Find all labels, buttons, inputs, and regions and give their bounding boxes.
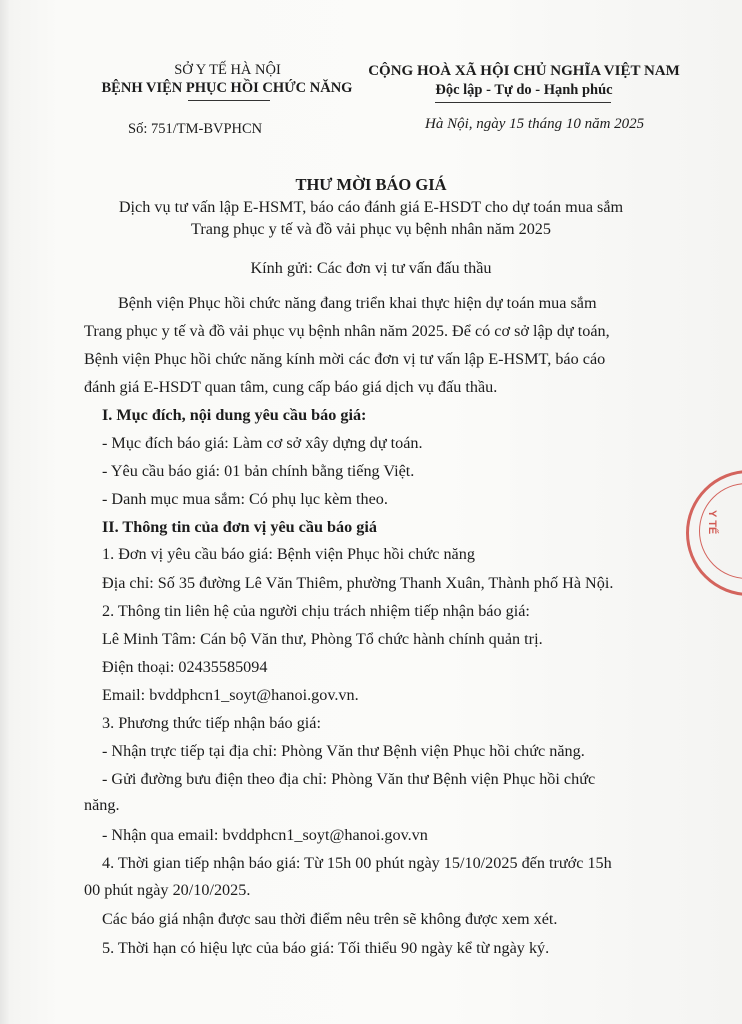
document-subtitle-line2: Trang phục y tế và đồ vải phục vụ bệnh nhân năm 2025: [191, 220, 551, 238]
section2-line: 2. Thông tin liên hệ của người chịu trách nhiệm tiếp nhận báo giá:: [102, 602, 530, 620]
department-name: SỞ Y TẾ HÀ NỘI: [174, 62, 281, 78]
section2-line: - Nhận qua email: bvddphcn1_soyt@hanoi.gov.vn: [102, 826, 428, 844]
hospital-name: BỆNH VIỆN PHỤC HỒI CHỨC NĂNG: [101, 80, 353, 96]
section1-item: - Mục đích báo giá: Làm cơ sở xây dựng dự toán.: [102, 434, 423, 452]
section2-line: Các báo giá nhận được sau thời điểm nêu trên sẽ không được xem xét.: [102, 910, 558, 928]
national-title: CỘNG HOÀ XÃ HỘI CHỦ NGHĨA VIỆT NAM: [368, 63, 680, 79]
section2-line: Điện thoại: 02435585094: [102, 658, 268, 676]
section2-line: 3. Phương thức tiếp nhận báo giá:: [102, 714, 321, 732]
section2-line: Địa chỉ: Số 35 đường Lê Văn Thiêm, phường Thanh Xuân, Thành phố Hà Nội.: [102, 574, 614, 592]
intro-line-2: Trang phục y tế và đồ vải phục vụ bệnh nhân năm 2025. Để có cơ sở lập dự toán,: [84, 322, 610, 340]
section2-line: - Nhận trực tiếp tại địa chỉ: Phòng Văn thư Bệnh viện Phục hồi chức năng.: [102, 742, 585, 760]
section2-line: 5. Thời hạn có hiệu lực của báo giá: Tối thiểu 90 ngày kể từ ngày ký.: [102, 939, 550, 957]
national-motto: Độc lập - Tự do - Hạnh phúc: [435, 82, 613, 98]
document-subtitle-line1: Dịch vụ tư vấn lập E-HSMT, báo cáo đánh giá E-HSDT cho dự toán mua sắm: [118, 198, 624, 216]
intro-line-3: Bệnh viện Phục hồi chức năng kính mời các đơn vị tư vấn lập E-HSMT, báo cáo: [84, 350, 606, 368]
document-title: THƯ MỜI BÁO GIÁ: [295, 175, 447, 194]
document-date: Hà Nội, ngày 15 tháng 10 năm 2025: [425, 116, 645, 132]
intro-line-1: Bệnh viện Phục hồi chức năng đang triển khai thực hiện dự toán mua sắm: [118, 294, 597, 312]
section2-line: Lê Minh Tâm: Cán bộ Văn thư, Phòng Tổ chức hành chính quản trị.: [102, 630, 543, 648]
page-edge-shadow: [0, 0, 10, 1024]
intro-line-4: đánh giá E-HSDT quan tâm, cung cấp báo giá dịch vụ đấu thầu.: [84, 378, 498, 396]
section1-item: - Danh mục mua sắm: Có phụ lục kèm theo.: [102, 490, 388, 508]
section2-line: 00 phút ngày 20/10/2025.: [84, 881, 251, 899]
section2-heading: II. Thông tin của đơn vị yêu cầu báo giá: [102, 518, 377, 536]
section1-heading: I. Mục đích, nội dung yêu cầu báo giá:: [102, 406, 367, 424]
section2-line: 4. Thời gian tiếp nhận báo giá: Từ 15h 00 phút ngày 15/10/2025 đến trước 15h: [102, 854, 612, 872]
header-left-underline: [188, 100, 270, 101]
stamp-text: Y TẾ: [706, 510, 718, 535]
section2-line: Email: bvddphcn1_soyt@hanoi.gov.vn.: [102, 686, 359, 704]
header-right-underline: [435, 102, 611, 103]
recipient-line: Kính gửi: Các đơn vị tư vấn đấu thầu: [250, 259, 492, 277]
document-number: Số: 751/TM-BVPHCN: [128, 121, 263, 137]
section2-line: 1. Đơn vị yêu cầu báo giá: Bệnh viện Phục hồi chức năng: [102, 545, 475, 563]
section1-item: - Yêu cầu báo giá: 01 bản chính bằng tiếng Việt.: [102, 462, 415, 480]
section2-line: năng.: [84, 796, 120, 814]
section2-line: - Gửi đường bưu điện theo địa chỉ: Phòng Văn thư Bệnh viện Phục hồi chức: [102, 770, 596, 788]
